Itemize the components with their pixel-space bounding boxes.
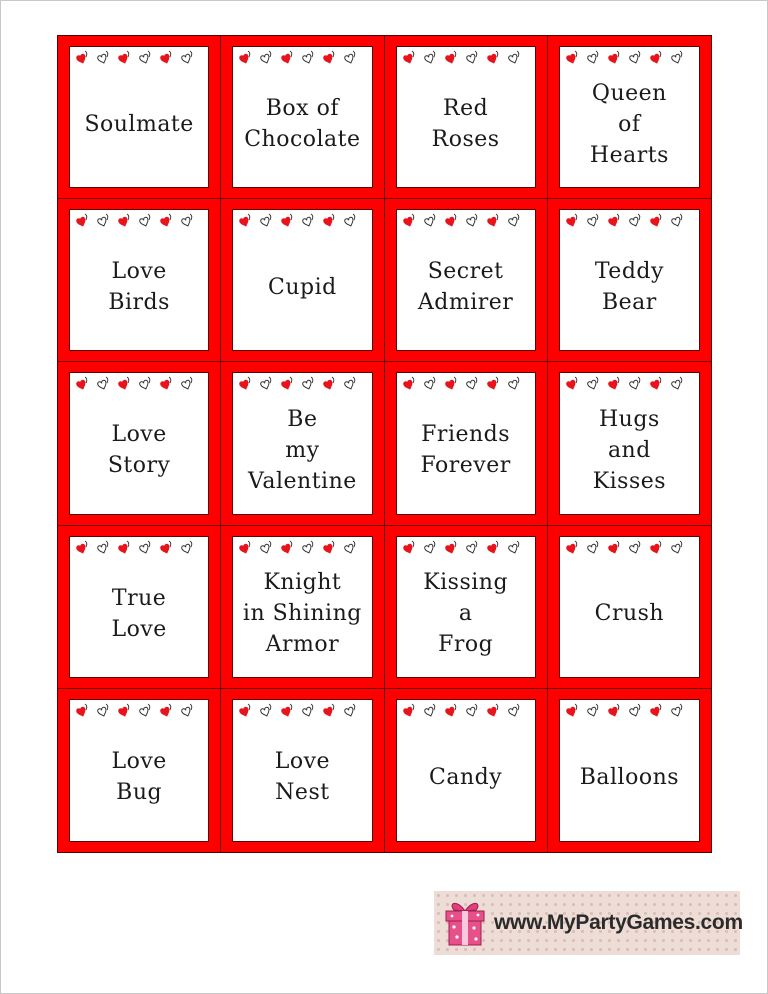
card-phrase: Soulmate [84, 111, 194, 137]
card-face [232, 699, 372, 842]
card-face [559, 536, 700, 678]
card [385, 526, 548, 689]
card-phrase: Balloons [579, 764, 680, 790]
card-face [232, 372, 372, 514]
card-phrase: Love Nest [274, 749, 331, 806]
card-face [559, 209, 700, 351]
card-phrase: Queen of Hearts [589, 80, 669, 168]
card [548, 689, 711, 852]
card [221, 689, 384, 852]
card-face [396, 372, 536, 514]
card-phrase: Cupid [268, 274, 337, 300]
card-phrase: Love Birds [108, 259, 170, 316]
card [221, 199, 384, 362]
card-phrase: Knight in Shining Armor [242, 570, 362, 658]
card [221, 362, 384, 525]
card-face [232, 209, 372, 351]
card [548, 36, 711, 199]
card-face [559, 46, 700, 188]
card [385, 689, 548, 852]
card [385, 199, 548, 362]
card-face [69, 209, 209, 351]
card [385, 362, 548, 525]
card-phrase: Be my Valentine [247, 406, 357, 494]
card-face [69, 699, 209, 842]
card [548, 362, 711, 525]
card [221, 36, 384, 199]
card [58, 199, 221, 362]
card-phrase: Crush [594, 601, 665, 627]
card [58, 526, 221, 689]
card-face [69, 46, 209, 188]
card [548, 526, 711, 689]
logo-text: www.MyPartyGames.com [494, 911, 743, 934]
card-phrase: Teddy Bear [594, 259, 664, 316]
card [58, 362, 221, 525]
card-face [396, 699, 536, 842]
card-phrase: Secret Admirer [417, 259, 514, 316]
card [548, 199, 711, 362]
card-phrase: Red Roses [431, 96, 500, 153]
card-face [559, 372, 700, 514]
card-phrase: Kissing a Frog [423, 570, 509, 658]
card-face [396, 209, 536, 351]
card [58, 689, 221, 852]
card [58, 36, 221, 199]
card-face [559, 699, 700, 842]
card-phrase: Love Story [107, 422, 171, 479]
card-phrase: Hugs and Kisses [592, 406, 667, 494]
card-face [69, 372, 209, 514]
card-grid [57, 35, 712, 853]
card-phrase: Box of Chocolate [244, 96, 361, 153]
card-phrase: Love Bug [111, 749, 167, 806]
card-face [232, 536, 372, 678]
card-phrase: Friends Forever [420, 422, 511, 479]
card-phrase: True Love [111, 585, 167, 642]
card-face [69, 536, 209, 678]
card [385, 36, 548, 199]
site-logo [434, 891, 743, 955]
card [221, 526, 384, 689]
gift-box-icon [442, 897, 488, 949]
card-face [396, 536, 536, 678]
card-phrase: Candy [429, 764, 503, 790]
card-face [232, 46, 372, 188]
card-face [396, 46, 536, 188]
